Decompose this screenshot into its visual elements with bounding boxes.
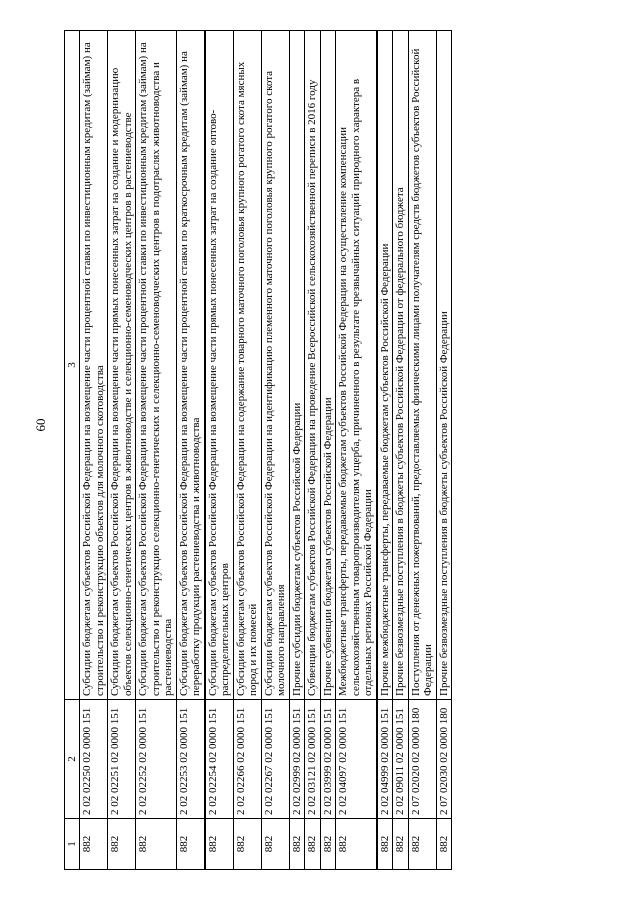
description-cell: Субсидии бюджетам субъектов Российской Федерации на содержание товарного маточного поголовья крупного рогатого скота мясных пород и их помесей bbox=[233, 31, 261, 700]
admin-code-cell: 882 bbox=[393, 819, 409, 870]
table-row bbox=[136, 31, 177, 870]
description-cell: Прочие безвозмездные поступления в бюджеты субъектов Российской Федерации от федерального бюджета bbox=[393, 31, 409, 700]
budget-code-cell: 2 07 02020 02 0000 180 bbox=[408, 700, 436, 819]
table-row bbox=[261, 31, 289, 870]
description-cell: Субсидии бюджетам субъектов Российской Федерации на возмещение части процентной ставки по инвестиционным кредитам (займам) на строительство и реконструкцию объектов для молочного скотоводства bbox=[80, 31, 108, 700]
description-cell: Субсидии бюджетам субъектов Российской Федерации на возмещение части прямых понесенных затрат на создание и модернизацию объектов селекционно-генетических центров в животноводстве и селекционно-семеноводческих центров в растениеводстве bbox=[108, 31, 136, 700]
table-row bbox=[80, 31, 108, 870]
table-row bbox=[176, 31, 205, 870]
table-row bbox=[233, 31, 261, 870]
budget-code-cell: 2 02 02267 02 0000 151 bbox=[261, 700, 289, 819]
admin-code-cell: 882 bbox=[289, 819, 305, 870]
budget-code-cell: 2 02 04999 02 0000 151 bbox=[377, 700, 393, 819]
table-row bbox=[289, 31, 305, 870]
table-row bbox=[436, 31, 452, 870]
rotated-page-content bbox=[64, 30, 584, 870]
budget-code-cell: 2 02 02252 02 0000 151 bbox=[136, 700, 177, 819]
admin-code-cell: 882 bbox=[436, 819, 452, 870]
description-cell: Прочие субсидии бюджетам субъектов Российской Федерации bbox=[289, 31, 305, 700]
admin-code-cell: 882 bbox=[176, 819, 205, 870]
description-cell: Субсидии бюджетам субъектов Российской Федерации на идентификацию племенного маточного поголовья крупного рогатого скота молочного направления bbox=[261, 31, 289, 700]
admin-code-cell: 882 bbox=[205, 819, 234, 870]
table-row bbox=[408, 31, 436, 870]
description-cell: Прочие межбюджетные трансферты, передаваемые бюджетам субъектов Российской Федерации bbox=[377, 31, 393, 700]
table-row bbox=[108, 31, 136, 870]
budget-code-cell: 2 02 03999 02 0000 151 bbox=[320, 700, 336, 819]
table-row bbox=[377, 31, 393, 870]
budget-code-cell: 2 02 02999 02 0000 151 bbox=[289, 700, 305, 819]
page-number: 60 bbox=[33, 418, 48, 432]
budget-code-cell: 2 02 02253 02 0000 151 bbox=[176, 700, 205, 819]
table-row bbox=[305, 31, 321, 870]
table-row bbox=[205, 31, 234, 870]
budget-code-cell: 2 02 09011 02 0000 151 bbox=[393, 700, 409, 819]
description-cell: Прочие субвенции бюджетам субъектов Российской Федерации bbox=[320, 31, 336, 700]
description-cell: Субвенции бюджетам субъектов Российской Федерации на проведение Всероссийской сельскохозяйственной переписи в 2016 году bbox=[305, 31, 321, 700]
description-cell: Субсидии бюджетам субъектов Российской Федерации на возмещение части прямых понесенных затрат на создание оптово-распределительных центров bbox=[205, 31, 234, 700]
table-row bbox=[320, 31, 336, 870]
budget-code-cell: 2 02 04097 02 0000 151 bbox=[336, 700, 377, 819]
description-cell: Субсидии бюджетам субъектов Российской Федерации на возмещение части процентной ставки по краткосрочным кредитам (займам) на переработку продукции растениеводства и животноводства bbox=[176, 31, 205, 700]
admin-code-cell: 882 bbox=[108, 819, 136, 870]
budget-code-cell: 2 02 02250 02 0000 151 bbox=[80, 700, 108, 819]
description-cell: Межбюджетные трансферты, передаваемые бюджетам субъектов Российской Федерации на осуществление компенсации сельскохозяйственным товаропроизводителям ущерба, причиненного в результате чрезвычайных ситуаций природного характера в отдельных регионах Российской Федерации bbox=[336, 31, 377, 700]
admin-code-cell: 882 bbox=[336, 819, 377, 870]
table-row bbox=[393, 31, 409, 870]
description-cell: Прочие безвозмездные поступления в бюджеты субъектов Российской Федерации bbox=[436, 31, 452, 700]
admin-code-cell: 882 bbox=[80, 819, 108, 870]
admin-code-cell: 882 bbox=[136, 819, 177, 870]
budget-code-cell: 2 02 02251 02 0000 151 bbox=[108, 700, 136, 819]
table-row bbox=[336, 31, 377, 870]
admin-code-cell: 882 bbox=[305, 819, 321, 870]
header-col-1: 1 bbox=[65, 819, 80, 870]
budget-code-cell: 2 02 02266 02 0000 151 bbox=[233, 700, 261, 819]
admin-code-cell: 882 bbox=[261, 819, 289, 870]
admin-code-cell: 882 bbox=[408, 819, 436, 870]
description-cell: Субсидии бюджетам субъектов Российской Федерации на возмещение части процентной ставки по инвестиционным кредитам (займам) на строительство и реконструкцию селекционно-генетических и селекционно-семеноводческих центров в подотраслях животноводства и растениеводства bbox=[136, 31, 177, 700]
admin-code-cell: 882 bbox=[233, 819, 261, 870]
header-col-3: 3 bbox=[65, 31, 80, 700]
income-codes-table bbox=[64, 30, 452, 870]
header-col-2: 2 bbox=[65, 700, 80, 819]
budget-code-cell: 2 07 02030 02 0000 180 bbox=[436, 700, 452, 819]
budget-code-cell: 2 02 03121 02 0000 151 bbox=[305, 700, 321, 819]
description-cell: Поступления от денежных пожертвований, предоставляемых физическими лицами получателям средств бюджетов субъектов Российской Федерации bbox=[408, 31, 436, 700]
budget-code-cell: 2 02 02254 02 0000 151 bbox=[205, 700, 234, 819]
admin-code-cell: 882 bbox=[320, 819, 336, 870]
table-header-row bbox=[65, 31, 80, 870]
admin-code-cell: 882 bbox=[377, 819, 393, 870]
